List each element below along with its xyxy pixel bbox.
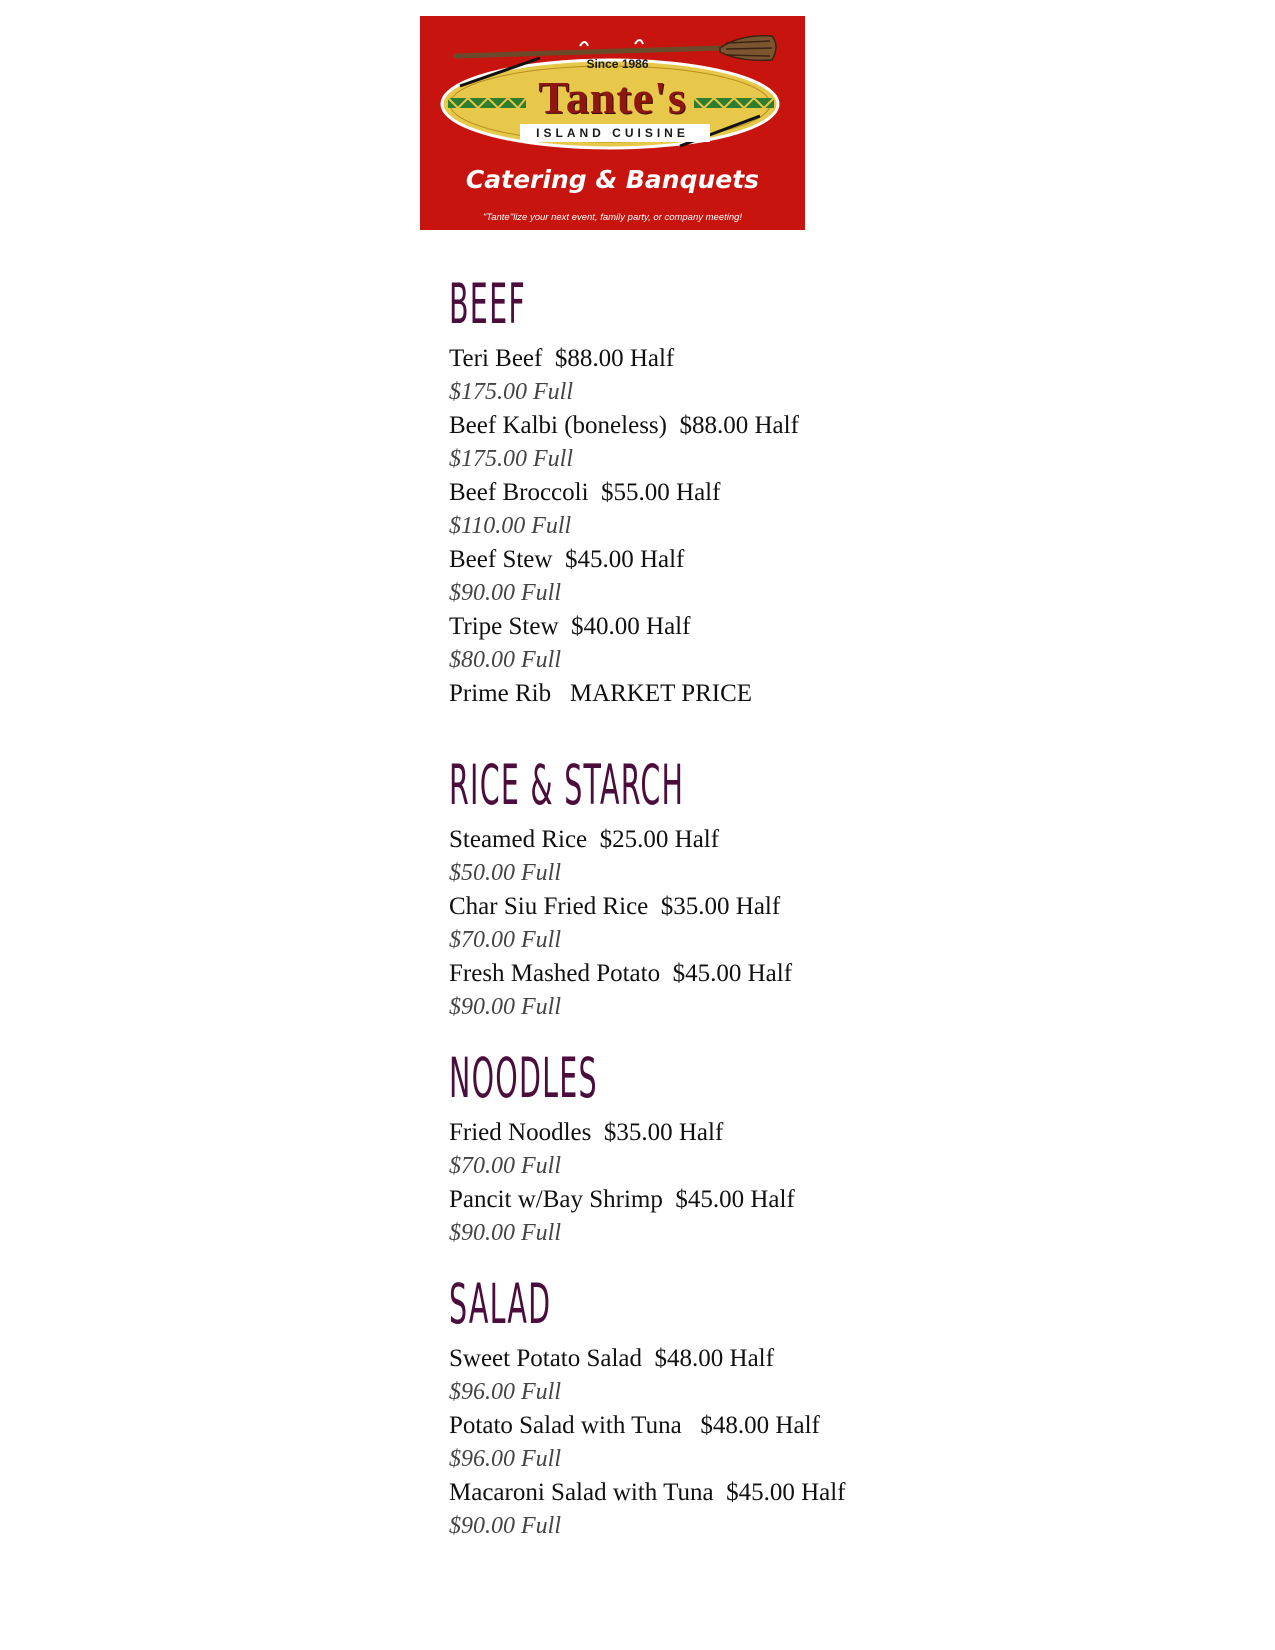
logo-since: Since 1986 — [586, 57, 649, 71]
menu-item — [449, 823, 1009, 890]
logo-subtitle: ISLAND CUISINE — [536, 126, 689, 140]
section-beef — [449, 268, 1009, 711]
item-half-price: Fresh Mashed Potato $45.00 Half — [449, 960, 793, 987]
section-title: NOODLES — [449, 1045, 598, 1111]
item-half-price: Tripe Stew $40.00 Half — [449, 613, 691, 640]
item-half-price: Steamed Rice $25.00 Half — [449, 826, 720, 853]
item-full-price: $90.00 Full — [449, 1513, 561, 1539]
item-full-price: $90.00 Full — [449, 994, 561, 1020]
section-spacer — [449, 711, 1009, 749]
item-half-price: Beef Broccoli $55.00 Half — [449, 479, 721, 506]
item-half-price: Beef Kalbi (boneless) $88.00 Half — [449, 412, 799, 439]
section-spacer — [449, 1250, 1009, 1268]
menu-item — [449, 677, 1009, 711]
menu-item — [449, 1183, 1009, 1250]
menu-item — [449, 476, 1009, 543]
item-half-price: Pancit w/Bay Shrimp $45.00 Half — [449, 1186, 795, 1213]
item-full-price: $175.00 Full — [449, 379, 573, 405]
menu-item — [449, 342, 1009, 409]
menu-item — [449, 409, 1009, 476]
menu-item — [449, 1342, 1009, 1409]
section-title: SALAD — [449, 1271, 552, 1337]
section-title: BEEF — [449, 271, 526, 337]
menu — [449, 268, 1009, 1543]
item-half-price: Sweet Potato Salad $48.00 Half — [449, 1345, 774, 1372]
item-full-price: $50.00 Full — [449, 860, 561, 886]
item-full-price: $80.00 Full — [449, 647, 561, 673]
menu-item — [449, 1409, 1009, 1476]
item-market-price: Prime Rib MARKET PRICE — [449, 680, 753, 707]
menu-item — [449, 610, 1009, 677]
item-full-price: $90.00 Full — [449, 580, 561, 606]
section-title: RICE & STARCH — [449, 752, 685, 818]
item-half-price: Fried Noodles $35.00 Half — [449, 1119, 724, 1146]
item-full-price: $90.00 Full — [449, 1220, 561, 1246]
logo-catering: Catering & Banquets — [465, 165, 760, 194]
item-half-price: Potato Salad with Tuna $48.00 Half — [449, 1412, 820, 1439]
menu-item — [449, 890, 1009, 957]
item-full-price: $175.00 Full — [449, 446, 573, 472]
item-full-price: $70.00 Full — [449, 1153, 561, 1179]
menu-item — [449, 1116, 1009, 1183]
item-full-price: $96.00 Full — [449, 1446, 561, 1472]
section-rice-starch — [449, 749, 1009, 1024]
item-half-price: Macaroni Salad with Tuna $45.00 Half — [449, 1479, 846, 1506]
section-noodles — [449, 1042, 1009, 1250]
item-half-price: Beef Stew $45.00 Half — [449, 546, 685, 573]
logo-tagline: "Tante"lize your next event, family party, or company meeting! — [482, 212, 743, 223]
item-full-price: $70.00 Full — [449, 927, 561, 953]
item-half-price: Char Siu Fried Rice $35.00 Half — [449, 893, 781, 920]
item-full-price: $110.00 Full — [449, 513, 572, 539]
menu-item — [449, 957, 1009, 1024]
menu-item — [449, 1476, 1009, 1543]
item-half-price: Teri Beef $88.00 Half — [449, 345, 675, 372]
section-salad — [449, 1268, 1009, 1543]
logo — [420, 16, 805, 230]
logo-brand: Tante's — [538, 72, 687, 123]
section-spacer — [449, 1024, 1009, 1042]
menu-item — [449, 543, 1009, 610]
item-full-price: $96.00 Full — [449, 1379, 561, 1405]
